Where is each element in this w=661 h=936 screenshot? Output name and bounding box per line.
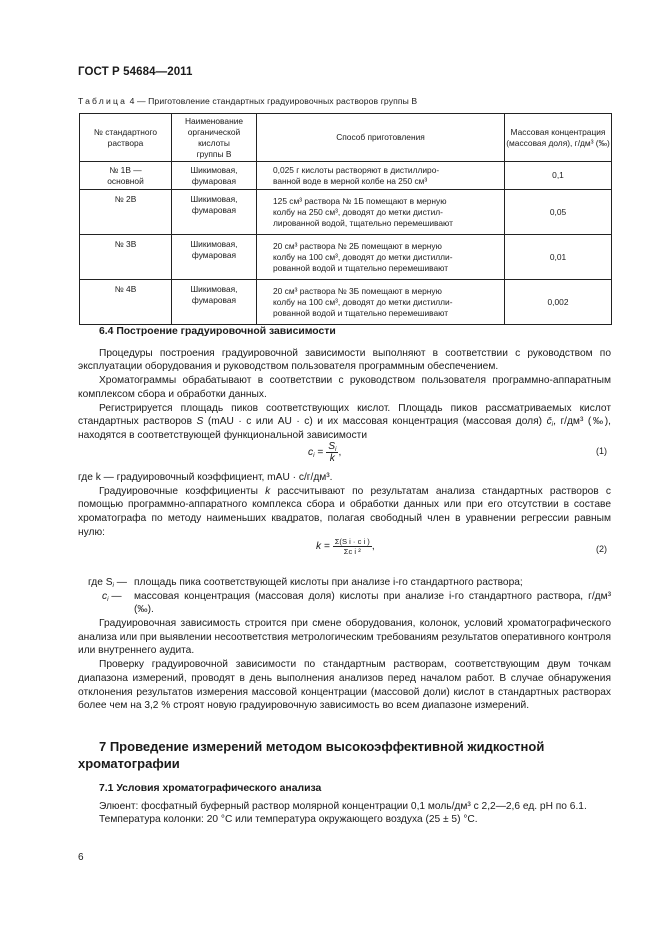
paragraph: где k — градуировочный коэффициент, mAU · c/г/дм³. [78,472,333,483]
col-header-concentration: Массовая концентрация (массовая доля), г/дм³ (‰) [505,114,612,162]
cell-method: 20 см³ раствора № 2Б помещают в мерную колбу на 100 см³, доводят до метки дистилли- рованной водой и тщательно перемешивают [257,235,505,280]
cell-concentration: 0,01 [505,235,612,280]
standard-header: ГОСТ Р 54684—2011 [78,66,193,78]
equation-number-1: (1) [596,446,607,456]
section-6-4-end [78,617,611,713]
cell-concentration: 0,05 [505,190,612,235]
paragraph: Температура колонки: 20 °С или температура окружающего воздуха (25 ± 5) °С. [99,814,478,826]
paragraph: Проверку градуировочной зависимости по стандартным растворам, соответствующим двум точкам диапазона измерений, проводят в день выполнения анализов перед началом работ. В случае обнаружения отклонения результатов измерения массовой концентрации (массовой доли) кислот в стандартных растворах более чем на 3,2 % строят новую градуировочную зависимость во всем диапазоне измерений. [78,659,611,712]
cell-acid: Шикимовая, фумаровая [172,235,257,280]
definition-item: $c_i$ — массовая концентрация (массовая доля) кислоты при анализе i-го стандартного раствора, г/дм³ (‰). [102,590,611,616]
table-row [80,235,612,280]
table-caption-rest: 4 — Приготовление стандартных градуировочных растворов группы В [129,96,418,106]
formula-2: k = $\frac{\text{Σ(S i · c i )}}{\text{Σc i ²}}$ , [316,537,375,556]
table-caption-word: Таблица [78,96,128,106]
paragraph: Градуировочная зависимость строится при смене оборудования, колонок, условий хроматографического анализа или при выявлении несоответствия метрологическим требованиям результатов оперативного контроля или внутреннего аудита. [78,618,611,657]
section-6-4 [78,325,611,443]
col-header-acid-name: Наименование органической кислоты группы В [172,114,257,162]
table-row [80,162,612,190]
col-header-method: Способ приготовления [257,114,505,162]
preparation-table [79,113,612,325]
cell-acid: Шикимовая, фумаровая [172,280,257,325]
equation-number-2: (2) [596,544,607,554]
paragraph: Градуировочные коэффициенты k рассчитывают по результатам анализа стандартных растворов с помощью программно-аппаратного комплекса сбора и обработки данных или при его отсутствии в составе хроматографа по методу наименьших квадратов, полагая свободный член в уравнении регрессии равным нулю: [78,485,611,538]
table-row [80,190,612,235]
section-6-4-title: 6.4 Построение градуировочной зависимости [99,326,336,337]
formula-1: $c_i$ = $\frac{S_i}{k}$ , [308,441,342,464]
table-header-row [80,114,612,162]
cell-solution-number: № 2В [80,190,172,235]
cell-concentration: 0,002 [505,280,612,325]
section-7-1-title: 7.1 Условия хроматографического анализа [99,783,322,794]
cell-acid: Шикимовая, фумаровая [172,162,257,190]
section-7-title: 7 Проведение измерений методом высокоэффективной жидкостной хроматографии [78,739,545,771]
cell-method: 0,025 г кислоты растворяют в дистиллиро- ванной воде в мерной колбе на 250 см³ [257,162,505,190]
cell-acid: Шикимовая, фумаровая [172,190,257,235]
section-6-4-cont [78,471,611,540]
paragraph: Элюент: фосфатный буферный раствор молярной концентрации 0,1 моль/дм³ с 2,2—2,6 ед. рН по 6.1. [99,800,587,812]
table-row [80,280,612,325]
paragraph: Хроматограммы обрабатывают в соответствии с руководством пользователя программно-аппаратным комплексом сбора и обработки данных. [78,375,611,400]
col-header-solution-number: № стандартного раствора [80,114,172,162]
page-number: 6 [78,852,84,863]
cell-method: 125 см³ раствора № 1Б помещают в мерную колбу на 250 см³, доводят до метки дистил- лированной водой, тщательно перемешивают [257,190,505,235]
cell-concentration: 0,1 [505,162,612,190]
paragraph: Регистрируется площадь пиков соответствующих кислот. Площадь пиков рассматриваемых кислот стандартных растворов S (mAU · c или AU · c) и их массовая концентрация (массовая доля) $c̄_i$, г/дм³ (‰), находятся в соответствующей функциональной зависимости [78,402,611,441]
cell-method: 20 см³ раствора № 3Б помещают в мерную колбу на 100 см³, доводят до метки дистилли- рованной водой и тщательно перемешивают [257,280,505,325]
paragraph: Процедуры построения градуировочной зависимости выполняют в соответствии с руководством по эксплуатации оборудования и руководством пользователя программным обеспечением. [78,347,611,373]
table-caption [78,96,417,106]
cell-solution-number: № 3В [80,235,172,280]
definition-item: где $S_i$ — площадь пика соответствующей кислоты при анализе i-го стандартного раствора; [88,577,523,589]
definition-list [88,576,611,617]
cell-solution-number: № 4В [80,280,172,325]
cell-solution-number: № 1В — основной [80,162,172,190]
section-7 [78,738,611,827]
